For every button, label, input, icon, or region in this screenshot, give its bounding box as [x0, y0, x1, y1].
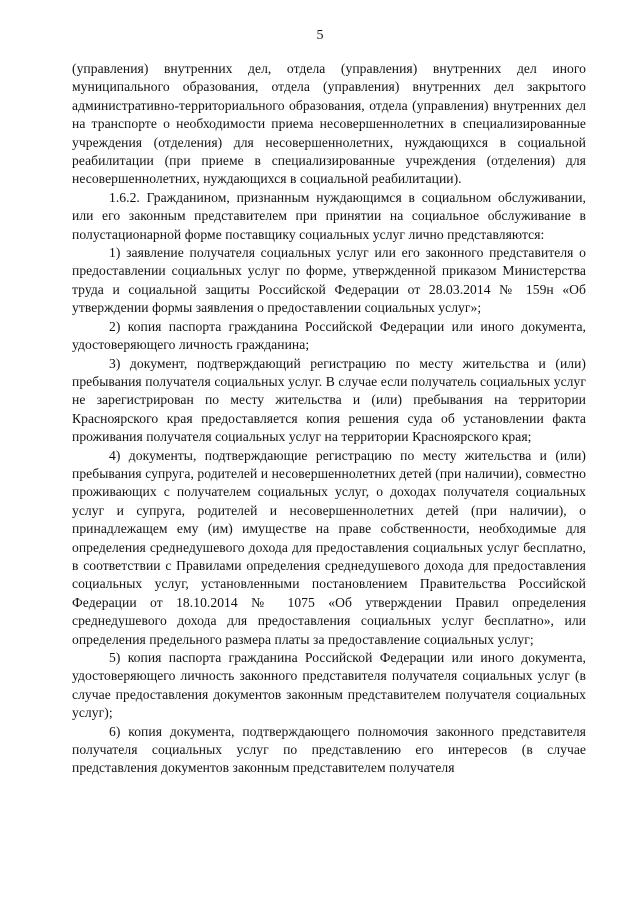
list-item-6: 6) копия документа, подтверждающего полномочия законного представителя получателя социальных услуг по представлению его интересов (в случае представления документов законным представителем получателя — [72, 723, 586, 776]
paragraph-clause-1-6-2: 1.6.2. Гражданином, признанным нуждающимся в социальном обслуживании, или его законным представителем при принятии на социальное обслуживание в полустационарной форме поставщику социальных услуг лично представляются: — [72, 189, 586, 242]
list-item-1: 1) заявление получателя социальных услуг или его законного представителя о предоставлении социальных услуг по форме, утвержденной приказом Министерства труда и социальной защиты Российской Федерации от 28.03.2014 № 159н «Об утверждении формы заявления о предоставлении социальных услуг»; — [72, 245, 586, 316]
list-item-2: 2) копия паспорта гражданина Российской Федерации или иного документа, удостоверяющего личность гражданина; — [72, 318, 586, 353]
paragraph-continuation: (управления) внутренних дел, отдела (управления) внутренних дел иного муниципального образования, отдела (управления) внутренних дел закрытого административно-территориального образования, отдела (управления) внутренних дел на транспорте о необходимости приема несовершеннолетних в специализированные учреждения (отделения) для несовершеннолетних, нуждающихся в социальной реабилитации (при приеме в специализированные учреждения (отделения) для несовершеннолетних, нуждающихся в социальной реабилитации). — [72, 61, 586, 187]
document-body — [72, 60, 586, 778]
list-item-3: 3) документ, подтверждающий регистрацию по месту жительства и (или) пребывания получателя социальных услуг. В случае если получатель социальных услуг не зарегистрирован по месту жительства и (или) пребывания на территории Красноярского края предоставляется копия решения суда об установлении факта проживания получателя социальных услуг на территории Красноярского края; — [72, 355, 586, 445]
list-item-5: 5) копия паспорта гражданина Российской Федерации или иного документа, удостоверяющего личность законного представителя получателя социальных услуг (в случае предоставления документов законным представителем получателя социальных услуг); — [72, 650, 586, 721]
page-number: 5 — [316, 28, 324, 43]
list-item-4: 4) документы, подтверждающие регистрацию по месту жительства и (или) пребывания супруга, родителей и несовершеннолетних детей (при наличии), совместно проживающих с получателем социальных услуг, о доходах получателя социальных услуг и супруга, родителей и несовершеннолетних детей (при наличии), о принадлежащем ему (им) имуществе на праве собственности, необходимые для определения среднедушевого дохода для предоставления социальных услуг бесплатно, в соответствии с Правилами определения среднедушевого дохода для предоставления социальных услуг, установленными постановлением Правительства Российской Федерации от 18.10.2014 № 1075 «Об утверждении Правил определения среднедушевого дохода для предоставления социальных услуг бесплатно», или определения предельного размера платы за предоставление социальных услуг; — [72, 447, 586, 647]
